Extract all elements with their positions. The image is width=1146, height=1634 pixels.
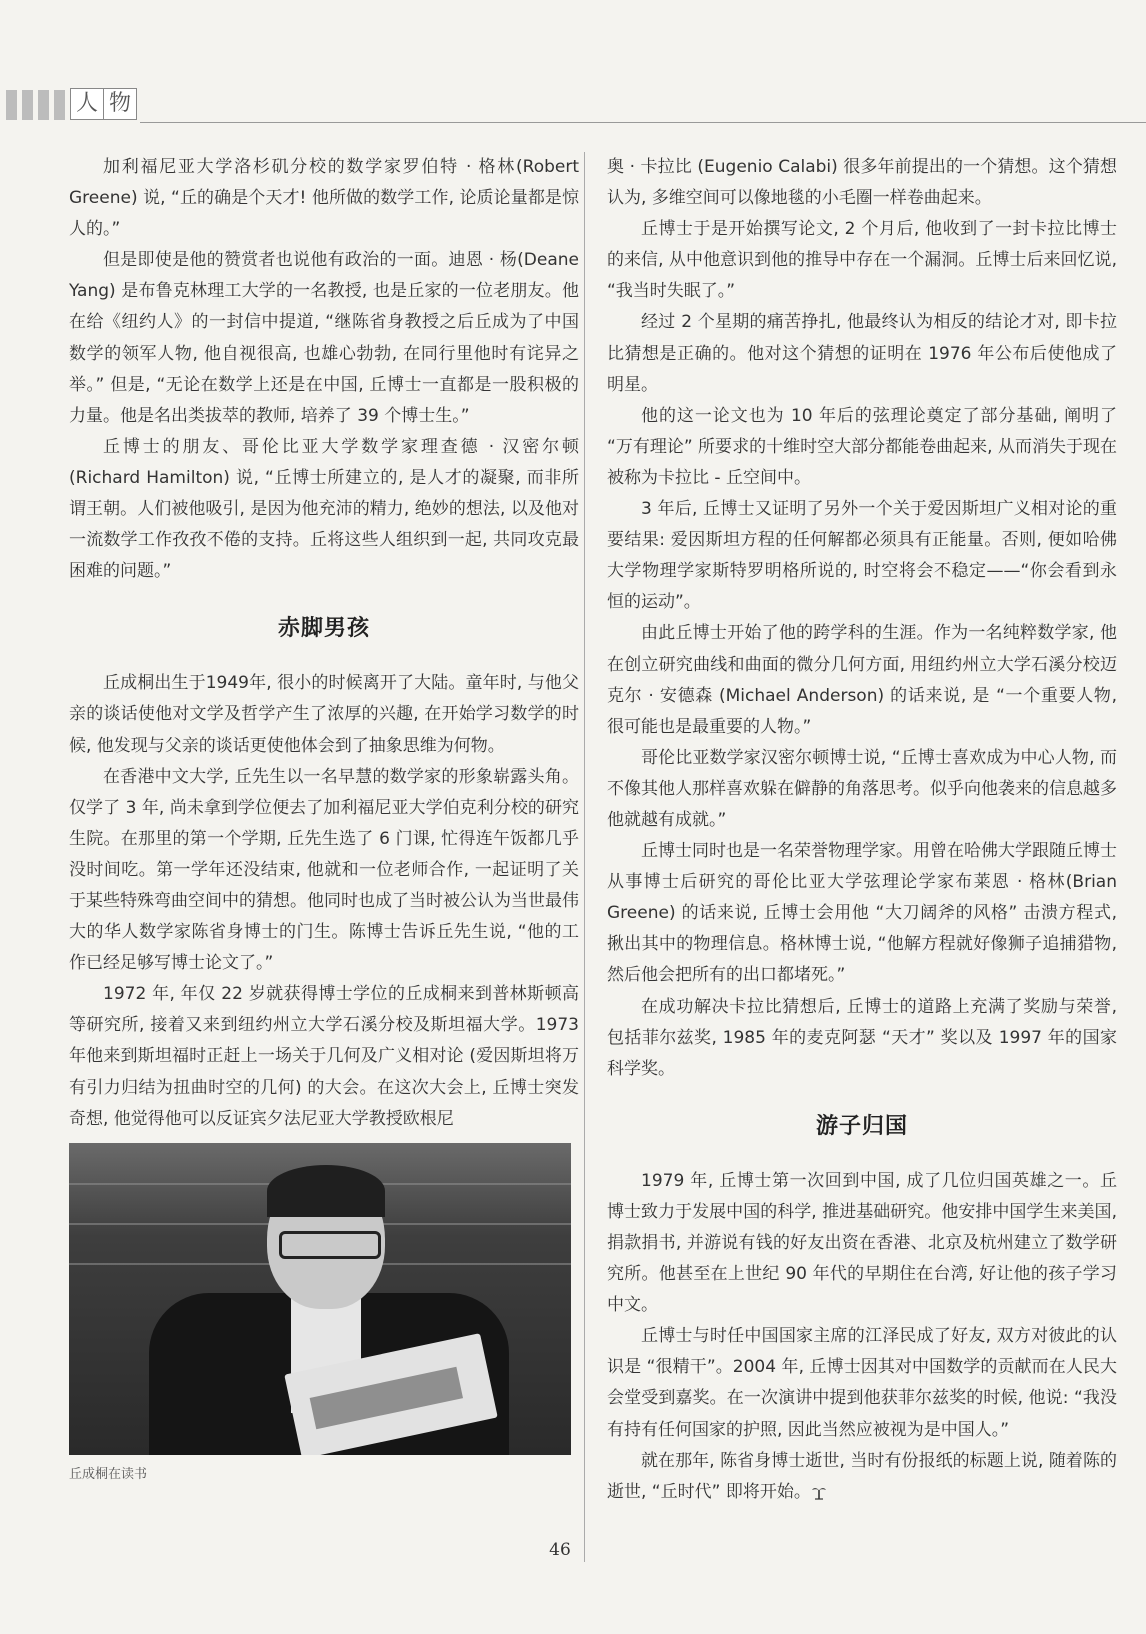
- category-char: 人: [71, 89, 104, 119]
- paragraph: 丘博士同时也是一名荣誉物理学家。用曾在哈佛大学跟随丘博士从事博士后研究的哥伦比亚大学弦理论学家布莱恩 · 格林(Brian Greene) 的话来说, 丘博士会用他 “大刀阔斧的风格” 击溃方程式, 揪出其中的物理信息。格林博士说, “他解方程就好像狮子追捕猎物, 然后他会把所有的出口都堵死。”: [607, 841, 1117, 986]
- paragraph: 哥伦比亚数学家汉密尔顿博士说, “丘博士喜欢成为中心人物, 而不像其他人那样喜欢躲在僻静的角落思考。似乎向他袭来的信息越多他就越有成就。”: [607, 747, 1117, 830]
- glasses-shape: [279, 1231, 381, 1259]
- page-number: 46: [549, 1540, 571, 1560]
- paragraph-text: 就在那年, 陈省身博士逝世, 当时有份报纸的标题上说, 随着陈的逝世, “丘时代” 即将开始。: [607, 1450, 1117, 1502]
- section-heading: 赤脚男孩: [277, 616, 370, 642]
- left-column: [69, 152, 579, 1490]
- photo-caption: 丘成桐在读书: [69, 1466, 148, 1482]
- paragraph: [607, 1446, 1117, 1508]
- section-category: [70, 88, 137, 120]
- paragraph: 由此丘博士开始了他的跨学科的生涯。作为一名纯粹数学家, 他在创立研究曲线和曲面的微分几何方面, 用纽约州立大学石溪分校迈克尔 · 安德森 (Michael Anderson) 的话来说, 是 “一个重要人物, 很可能也是最重要的人物。”: [607, 623, 1117, 737]
- section-header: [0, 86, 1146, 124]
- paragraph: 经过 2 个星期的痛苦挣扎, 他最终认为相反的结论才对, 即卡拉比猜想是正确的。他对这个猜想的证明在 1976 年公布后使他成了明星。: [607, 312, 1117, 395]
- column-divider: [584, 152, 585, 1562]
- paragraph: 丘成桐出生于1949年, 很小的时候离开了大陆。童年时, 与他父亲的谈话使他对文学及哲学产生了浓厚的兴趣, 在开始学习数学的时候, 他发现与父亲的谈话更使他体会到了抽象思维为何物。: [69, 673, 579, 756]
- category-char: 物: [108, 91, 131, 116]
- paragraph: 在成功解决卡拉比猜想后, 丘博士的道路上充满了奖励与荣誉, 包括菲尔兹奖, 1985 年的麦克阿瑟 “天才” 奖以及 1997 年的国家科学奖。: [607, 996, 1117, 1079]
- paragraph: 1979 年, 丘博士第一次回到中国, 成了几位归国英雄之一。丘博士致力于发展中国的科学, 推进基础研究。他安排中国学生来美国, 捐款捐书, 并游说有钱的好友出资在香港、北京及杭州建立了数学研究所。他甚至在上世纪 90 年代的早期住在台湾, 好让他的孩子学习中文。: [607, 1170, 1117, 1316]
- section-heading: 游子归国: [815, 1113, 908, 1139]
- paragraph: 在香港中文大学, 丘先生以一名早慧的数学家的形象崭露头角。仅学了 3 年, 尚未拿到学位便去了加利福尼亚大学伯克利分校的研究生院。在那里的第一个学期, 丘先生选了 6 门课, 忙得连午饭都几乎没时间吃。第一学年还没结束, 他就和一位老师合作, 一起证明了关于某些特殊弯曲空间中的猜想。他同时也成了当时被公认为当世最伟大的华人数学家陈省身博士的门生。陈博士告诉丘先生说, “他的工作已经足够写博士论文了。”: [69, 766, 579, 974]
- paragraph: 奥 · 卡拉比 (Eugenio Calabi) 很多年前提出的一个猜想。这个猜想认为, 多维空间可以像地毯的小毛圈一样卷曲起来。: [607, 157, 1117, 209]
- paragraph: 丘博士与时任中国国家主席的江泽民成了好友, 双方对彼此的认识是 “很精干”。2004 年, 丘博士因其对中国数学的贡献而在人民大会堂受到嘉奖。在一次演讲中提到他获菲尔兹奖的时候, 他说: “我没有持有任何国家的护照, 因此当然应被视为是中国人。”: [607, 1326, 1117, 1440]
- palm-tree-icon: [811, 1484, 827, 1500]
- paragraph: 但是即使是他的赞赏者也说他有政治的一面。迪恩 · 杨(Deane Yang) 是布鲁克林理工大学的一名教授, 也是丘家的一位老朋友。他在给《纽约人》的一封信中提道, “继陈省身教授之后丘成为了中国数学的领军人物, 他自视很高, 也雄心勃勃, 在同行里他时有诧异之举。” 但是, “无论在数学上还是在中国, 丘博士一直都是一股积极的力量。他是名出类拔萃的教师, 培养了 39 个博士生。”: [69, 250, 579, 426]
- portrait-photo: [69, 1143, 571, 1455]
- paragraph: 3 年后, 丘博士又证明了另外一个关于爱因斯坦广义相对论的重要结果: 爱因斯坦方程的任何解都必须具有正能量。否则, 便如哈佛大学物理学家斯特罗明格所说的, 时空将会不稳定——“你会看到永恒的运动”。: [607, 499, 1117, 613]
- paragraph: 丘博士的朋友、哥伦比亚大学数学家理查德 · 汉密尔顿(Richard Hamilton) 说, “丘博士所建立的, 是人才的凝聚, 而非所谓王朝。人们被他吸引, 是因为他充沛的精力, 绝妙的想法, 以及他对一流数学工作孜孜不倦的支持。丘将这些人组织到一起, 共同攻克最困难的问题。”: [69, 436, 579, 582]
- paragraph: 丘博士于是开始撰写论文, 2 个月后, 他收到了一封卡拉比博士的来信, 从中他意识到他的推导中存在一个漏洞。丘博士后来回忆说, “我当时失眠了。”: [607, 219, 1117, 302]
- right-column: [607, 152, 1117, 1508]
- paragraph: 他的这一论文也为 10 年后的弦理论奠定了部分基础, 阐明了 “万有理论” 所要求的十维时空大部分都能卷曲起来, 从而消失于现在被称为卡拉比 - 丘空间中。: [607, 405, 1117, 488]
- header-rule: [140, 122, 1146, 123]
- paragraph: 加利福尼亚大学洛杉矶分校的数学家罗伯特 · 格林(Robert Greene) 说, “丘的确是个天才! 他所做的数学工作, 论质论量都是惊人的。”: [69, 157, 579, 240]
- paragraph: 1972 年, 年仅 22 岁就获得博士学位的丘成桐来到普林斯顿高等研究所, 接着又来到纽约州立大学石溪分校及斯坦福大学。1973 年他来到斯坦福时正赶上一场关于几何及广义相对论 (爱因斯坦将万有引力归结为扭曲时空的几何) 的大会。在这次大会上, 丘博士突发奇想, 他觉得他可以反证宾夕法尼亚大学教授欧根尼: [69, 984, 579, 1129]
